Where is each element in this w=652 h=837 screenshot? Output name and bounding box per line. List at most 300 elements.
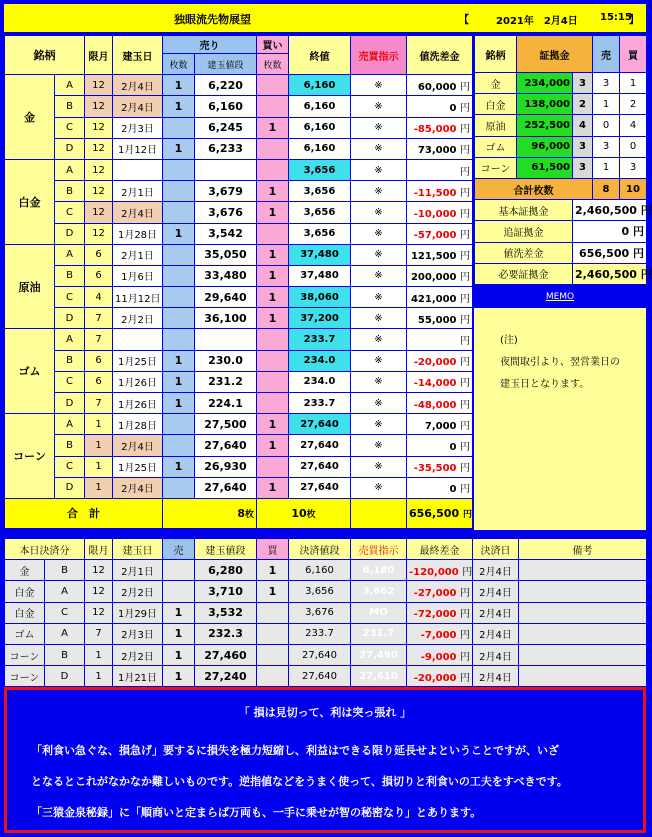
margin-row xyxy=(475,115,647,136)
contract-letter: D xyxy=(55,223,85,244)
tate-date: 1月12日 xyxy=(113,138,163,159)
margin-count: 3 xyxy=(573,136,593,157)
position-row xyxy=(5,287,473,308)
settle-header: 建玉日 xyxy=(113,539,163,560)
buy-count xyxy=(257,159,289,180)
position-row xyxy=(5,414,473,435)
tsuika-label: 追証拠金 xyxy=(475,221,573,242)
close-price: 6,160 xyxy=(289,117,351,138)
buy-count: 1 xyxy=(257,265,289,286)
tsuika-value: 0 円 xyxy=(573,221,647,242)
close-price: 27,640 xyxy=(289,435,351,456)
tate-date: 2月4日 xyxy=(113,202,163,223)
sell-count: 1 xyxy=(163,393,195,414)
trade-signal: ※ xyxy=(351,308,407,329)
buy-count xyxy=(257,223,289,244)
entry-price: 29,640 xyxy=(195,287,257,308)
margin-header-shokokin: 証拠金 xyxy=(517,36,593,73)
settle-final: -27,000 円 xyxy=(407,581,473,602)
memo-line-1: (注) xyxy=(500,335,518,346)
group-name: ゴム xyxy=(5,329,55,414)
settle-name: ゴム xyxy=(5,623,45,644)
position-row xyxy=(5,308,473,329)
header-meigara: 銘柄 xyxy=(5,36,85,75)
close-price: 3,656 xyxy=(289,181,351,202)
sell-count: 1 xyxy=(163,223,195,244)
buy-count: 1 xyxy=(257,117,289,138)
group-name: 原油 xyxy=(5,244,55,329)
contract-letter: D xyxy=(55,477,85,498)
net-diff: -14,000 円 xyxy=(407,371,473,392)
genmon: 7 xyxy=(85,393,113,414)
tate-date: 2月4日 xyxy=(113,75,163,96)
settle-signal: 27,490 xyxy=(351,644,407,665)
buy-count: 1 xyxy=(257,202,289,223)
trade-signal: ※ xyxy=(351,202,407,223)
genmon: 7 xyxy=(85,308,113,329)
entry-price: 36,100 xyxy=(195,308,257,329)
close-price: 27,640 xyxy=(289,414,351,435)
contract-letter: C xyxy=(55,202,85,223)
close-price: 38,060 xyxy=(289,287,351,308)
settle-header: 備考 xyxy=(519,539,647,560)
net-diff: -10,000 円 xyxy=(407,202,473,223)
settle-entry: 6,280 xyxy=(195,560,257,581)
net-diff: 0 円 xyxy=(407,477,473,498)
contract-letter: C xyxy=(55,371,85,392)
sell-count xyxy=(163,244,195,265)
net-diff: -35,500 円 xyxy=(407,456,473,477)
position-row xyxy=(5,181,473,202)
close-price: 3,656 xyxy=(289,223,351,244)
tate-date: 2月1日 xyxy=(113,181,163,202)
genmon: 12 xyxy=(85,159,113,180)
position-row xyxy=(5,138,473,159)
margin-buy: 2 xyxy=(620,94,647,115)
position-row xyxy=(5,456,473,477)
header-kai-maisu: 枚数 xyxy=(257,54,289,75)
margin-table xyxy=(474,35,652,285)
contract-letter: C xyxy=(55,117,85,138)
margin-header-kai: 買 xyxy=(620,36,647,73)
net-diff: 0 円 xyxy=(407,96,473,117)
settle-close: 27,640 xyxy=(289,644,351,665)
position-row xyxy=(5,265,473,286)
settle-sell: 1 xyxy=(163,623,195,644)
net-diff: 73,000 円 xyxy=(407,138,473,159)
trade-signal: ※ xyxy=(351,371,407,392)
sell-count xyxy=(163,329,195,350)
buy-count xyxy=(257,456,289,477)
close-price: 27,640 xyxy=(289,456,351,477)
tate-date: 1月28日 xyxy=(113,414,163,435)
sell-count: 1 xyxy=(163,138,195,159)
net-diff: -11,500 円 xyxy=(407,181,473,202)
header-baibai: 売買指示 xyxy=(351,36,407,75)
tate-date: 2月4日 xyxy=(113,435,163,456)
net-diff: 55,000 円 xyxy=(407,308,473,329)
entry-price: 27,500 xyxy=(195,414,257,435)
buy-count: 1 xyxy=(257,435,289,456)
tate-date: 2月2日 xyxy=(113,308,163,329)
contract-letter: A xyxy=(55,414,85,435)
message-line-1: 「利食い急ぐな、損急げ」要するに損失を極力短縮し、利益はできる限り延長せよということですが、いざ xyxy=(31,744,559,757)
close-price: 3,656 xyxy=(289,159,351,180)
settle-sell: 1 xyxy=(163,644,195,665)
margin-count: 4 xyxy=(573,115,593,136)
entry-price: 224.1 xyxy=(195,393,257,414)
margin-value: 252,500 xyxy=(517,115,573,136)
margin-buy: 1 xyxy=(620,73,647,94)
group-name: コーン xyxy=(5,414,55,499)
tate-date xyxy=(113,159,163,180)
margin-value: 234,000 xyxy=(517,73,573,94)
buy-count: 1 xyxy=(257,244,289,265)
tate-date: 2月4日 xyxy=(113,477,163,498)
settle-entry: 232.3 xyxy=(195,623,257,644)
margin-count: 3 xyxy=(573,73,593,94)
genmon: 12 xyxy=(85,138,113,159)
genmon: 6 xyxy=(85,265,113,286)
settle-day: 2月4日 xyxy=(473,581,519,602)
tate-date: 2月3日 xyxy=(113,117,163,138)
entry-price xyxy=(195,159,257,180)
genmon: 6 xyxy=(85,244,113,265)
settle-buy: 1 xyxy=(257,581,289,602)
tate-date: 1月28日 xyxy=(113,223,163,244)
settle-date: 2月3日 xyxy=(113,623,163,644)
contract-letter: D xyxy=(55,393,85,414)
tate-date: 11月12日 xyxy=(113,287,163,308)
entry-price: 3,679 xyxy=(195,181,257,202)
trade-signal: ※ xyxy=(351,159,407,180)
net-diff: 60,000 円 xyxy=(407,75,473,96)
settle-buy: 1 xyxy=(257,560,289,581)
margin-total-sell: 8 xyxy=(593,178,620,199)
settle-name: 金 xyxy=(5,560,45,581)
sell-count xyxy=(163,414,195,435)
settle-signal: 6,180 xyxy=(351,560,407,581)
sell-count: 1 xyxy=(163,350,195,371)
contract-letter: A xyxy=(55,329,85,350)
close-price: 233.7 xyxy=(289,393,351,414)
header-tate-nedan: 建玉値段 xyxy=(195,54,257,75)
settle-genmon: 1 xyxy=(85,666,113,687)
position-row xyxy=(5,117,473,138)
settle-letter: C xyxy=(45,602,85,623)
margin-sell: 1 xyxy=(593,157,620,178)
margin-row xyxy=(475,94,647,115)
trade-signal: ※ xyxy=(351,75,407,96)
settle-header: 決済値段 xyxy=(289,539,351,560)
entry-price: 26,930 xyxy=(195,456,257,477)
settle-close: 233.7 xyxy=(289,623,351,644)
close-price: 37,480 xyxy=(289,244,351,265)
entry-price xyxy=(195,329,257,350)
settle-sell: 1 xyxy=(163,602,195,623)
settle-sell: 1 xyxy=(163,666,195,687)
genmon: 7 xyxy=(85,329,113,350)
settle-row xyxy=(5,581,647,602)
margin-name: 原油 xyxy=(475,115,517,136)
settle-letter: A xyxy=(45,623,85,644)
tate-date: 1月25日 xyxy=(113,350,163,371)
contract-letter: C xyxy=(55,287,85,308)
settle-note xyxy=(519,666,647,687)
settle-sell xyxy=(163,581,195,602)
contract-letter: D xyxy=(55,308,85,329)
settle-close: 3,656 xyxy=(289,581,351,602)
margin-name: コーン xyxy=(475,157,517,178)
settle-final: -9,000 円 xyxy=(407,644,473,665)
trade-signal: ※ xyxy=(351,265,407,286)
genmon: 12 xyxy=(85,117,113,138)
margin-name: 白金 xyxy=(475,94,517,115)
settle-note xyxy=(519,560,647,581)
total-value: 656,500 円 xyxy=(407,498,473,528)
genmon: 1 xyxy=(85,477,113,498)
genmon: 6 xyxy=(85,371,113,392)
close-price: 6,160 xyxy=(289,96,351,117)
buy-count xyxy=(257,329,289,350)
genmon: 6 xyxy=(85,350,113,371)
trade-signal: ※ xyxy=(351,435,407,456)
contract-letter: A xyxy=(55,159,85,180)
settle-row xyxy=(5,666,647,687)
message-line-3: 「三猿金泉秘録」に「順商いと定まらば万両も、一手に乗せが智の秘密なり」とあります。 xyxy=(31,806,482,819)
close-price: 37,480 xyxy=(289,265,351,286)
bracket-right: 】 xyxy=(629,15,639,26)
sell-count xyxy=(163,181,195,202)
total-buy: 10枚 xyxy=(257,498,351,528)
position-row xyxy=(5,393,473,414)
settle-header: 本日決済分 xyxy=(5,539,85,560)
trade-signal: ※ xyxy=(351,96,407,117)
memo-title[interactable]: MEMO xyxy=(545,292,575,302)
tate-date: 1月26日 xyxy=(113,371,163,392)
entry-price: 230.0 xyxy=(195,350,257,371)
settle-entry: 27,240 xyxy=(195,666,257,687)
buy-count xyxy=(257,350,289,371)
settle-entry: 3,710 xyxy=(195,581,257,602)
settle-buy xyxy=(257,602,289,623)
hitsuyo-label: 必要証拠金 xyxy=(475,263,573,284)
settle-date: 1月21日 xyxy=(113,666,163,687)
buy-count: 1 xyxy=(257,414,289,435)
settle-letter: A xyxy=(45,581,85,602)
group-name: 金 xyxy=(5,75,55,160)
net-diff: -20,000 円 xyxy=(407,350,473,371)
header-time: 15:15 xyxy=(600,12,632,23)
position-row xyxy=(5,75,473,96)
trade-signal: ※ xyxy=(351,477,407,498)
settle-date: 1月29日 xyxy=(113,602,163,623)
trade-signal: ※ xyxy=(351,393,407,414)
position-row xyxy=(5,350,473,371)
net-diff: 円 xyxy=(407,329,473,350)
settle-header: 建玉値段 xyxy=(195,539,257,560)
buy-count xyxy=(257,371,289,392)
sell-count xyxy=(163,308,195,329)
genmon: 12 xyxy=(85,223,113,244)
contract-letter: B xyxy=(55,435,85,456)
margin-total-label: 合計枚数 xyxy=(475,178,593,199)
entry-price: 27,640 xyxy=(195,435,257,456)
entry-price: 27,640 xyxy=(195,477,257,498)
margin-sell: 3 xyxy=(593,73,620,94)
trade-signal: ※ xyxy=(351,244,407,265)
position-row xyxy=(5,329,473,350)
close-price: 233.7 xyxy=(289,329,351,350)
genmon: 12 xyxy=(85,75,113,96)
page-title: 独眼流先物展望 xyxy=(174,13,251,26)
settle-signal: 27,610 xyxy=(351,666,407,687)
buy-count xyxy=(257,75,289,96)
settle-row xyxy=(5,560,647,581)
settle-close: 27,640 xyxy=(289,666,351,687)
net-diff: 121,500 円 xyxy=(407,244,473,265)
settle-entry: 27,460 xyxy=(195,644,257,665)
close-price: 234.0 xyxy=(289,371,351,392)
header-uri-maisu: 枚数 xyxy=(163,54,195,75)
kihon-value: 2,460,500 円 xyxy=(573,200,647,221)
contract-letter: B xyxy=(55,350,85,371)
settle-close: 6,160 xyxy=(289,560,351,581)
contract-letter: C xyxy=(55,456,85,477)
sell-count: 1 xyxy=(163,456,195,477)
contract-letter: B xyxy=(55,265,85,286)
settle-signal: 231.7 xyxy=(351,623,407,644)
tate-date: 2月1日 xyxy=(113,244,163,265)
settle-name: 白金 xyxy=(5,602,45,623)
position-row xyxy=(5,371,473,392)
margin-total-buy: 10 xyxy=(620,178,647,199)
settle-note xyxy=(519,644,647,665)
settle-genmon: 12 xyxy=(85,602,113,623)
sell-count xyxy=(163,202,195,223)
sell-count xyxy=(163,435,195,456)
margin-count: 2 xyxy=(573,94,593,115)
settle-letter: B xyxy=(45,644,85,665)
settle-date: 2月2日 xyxy=(113,581,163,602)
margin-value: 138,000 xyxy=(517,94,573,115)
settle-final: -20,000 円 xyxy=(407,666,473,687)
header-neshasa: 値洗差金 xyxy=(407,36,473,75)
net-diff: -85,000 円 xyxy=(407,117,473,138)
close-price: 6,160 xyxy=(289,138,351,159)
net-diff: 7,000 円 xyxy=(407,414,473,435)
margin-row xyxy=(475,157,647,178)
settle-header: 売 xyxy=(163,539,195,560)
close-price: 3,656 xyxy=(289,202,351,223)
header-kai: 買い xyxy=(257,36,289,54)
trade-signal: ※ xyxy=(351,223,407,244)
settle-genmon: 12 xyxy=(85,581,113,602)
nearai-label: 値洗差金 xyxy=(475,242,573,263)
settle-final: -7,000 円 xyxy=(407,623,473,644)
margin-row xyxy=(475,136,647,157)
entry-price: 231.2 xyxy=(195,371,257,392)
close-price: 234.0 xyxy=(289,350,351,371)
genmon: 12 xyxy=(85,181,113,202)
nearai-value: 656,500 円 xyxy=(573,242,647,263)
settle-note xyxy=(519,602,647,623)
margin-sell: 1 xyxy=(593,94,620,115)
tate-date: 1月25日 xyxy=(113,456,163,477)
sell-count xyxy=(163,159,195,180)
settle-genmon: 7 xyxy=(85,623,113,644)
settle-letter: D xyxy=(45,666,85,687)
trade-signal: ※ xyxy=(351,287,407,308)
sell-count: 1 xyxy=(163,371,195,392)
hitsuyo-value: 2,460,500 円 xyxy=(573,263,647,284)
settle-note xyxy=(519,581,647,602)
sell-count: 1 xyxy=(163,75,195,96)
tate-date: 2月4日 xyxy=(113,96,163,117)
settle-letter: B xyxy=(45,560,85,581)
trade-signal: ※ xyxy=(351,138,407,159)
contract-letter: A xyxy=(55,75,85,96)
tate-date: 1月26日 xyxy=(113,393,163,414)
tate-date xyxy=(113,329,163,350)
trade-signal: ※ xyxy=(351,456,407,477)
memo-line-3: 建玉日となります。 xyxy=(500,379,590,390)
message-box xyxy=(4,687,646,833)
net-diff: -57,000 円 xyxy=(407,223,473,244)
close-price: 27,640 xyxy=(289,477,351,498)
buy-count: 1 xyxy=(257,287,289,308)
settle-close: 3,676 xyxy=(289,602,351,623)
settle-day: 2月4日 xyxy=(473,602,519,623)
position-row xyxy=(5,96,473,117)
buy-count: 1 xyxy=(257,308,289,329)
group-name: 白金 xyxy=(5,159,55,244)
net-diff: 200,000 円 xyxy=(407,265,473,286)
contract-letter: B xyxy=(55,181,85,202)
genmon: 12 xyxy=(85,202,113,223)
genmon: 1 xyxy=(85,414,113,435)
header-date: 2021年 2月4日 xyxy=(496,16,578,27)
message-line-2: となるとこれがなかなか難しいものです。逆指値などをうまく使って、損切りと利食いの工夫をすべきです。 xyxy=(31,775,568,788)
total-label: 合 計 xyxy=(5,498,163,528)
contract-letter: B xyxy=(55,96,85,117)
settle-header: 最終差金 xyxy=(407,539,473,560)
total-sell: 8枚 xyxy=(163,498,257,528)
header-uri: 売り xyxy=(163,36,257,54)
sell-count xyxy=(163,287,195,308)
settle-buy xyxy=(257,623,289,644)
settle-buy xyxy=(257,666,289,687)
settle-date: 2月1日 xyxy=(113,560,163,581)
settle-header: 決済日 xyxy=(473,539,519,560)
header-owarine: 終値 xyxy=(289,36,351,75)
buy-count: 1 xyxy=(257,181,289,202)
sell-count xyxy=(163,477,195,498)
net-diff: 421,000 円 xyxy=(407,287,473,308)
entry-price: 33,480 xyxy=(195,265,257,286)
close-price: 37,200 xyxy=(289,308,351,329)
memo-box xyxy=(474,308,646,530)
settle-genmon: 1 xyxy=(85,644,113,665)
settle-name: コーン xyxy=(5,644,45,665)
settle-row xyxy=(5,644,647,665)
buy-count xyxy=(257,138,289,159)
settle-final: -120,000 円 xyxy=(407,560,473,581)
genmon: 1 xyxy=(85,456,113,477)
margin-header-uri: 売 xyxy=(593,36,620,73)
contract-letter: D xyxy=(55,138,85,159)
settle-header: 限月 xyxy=(85,539,113,560)
